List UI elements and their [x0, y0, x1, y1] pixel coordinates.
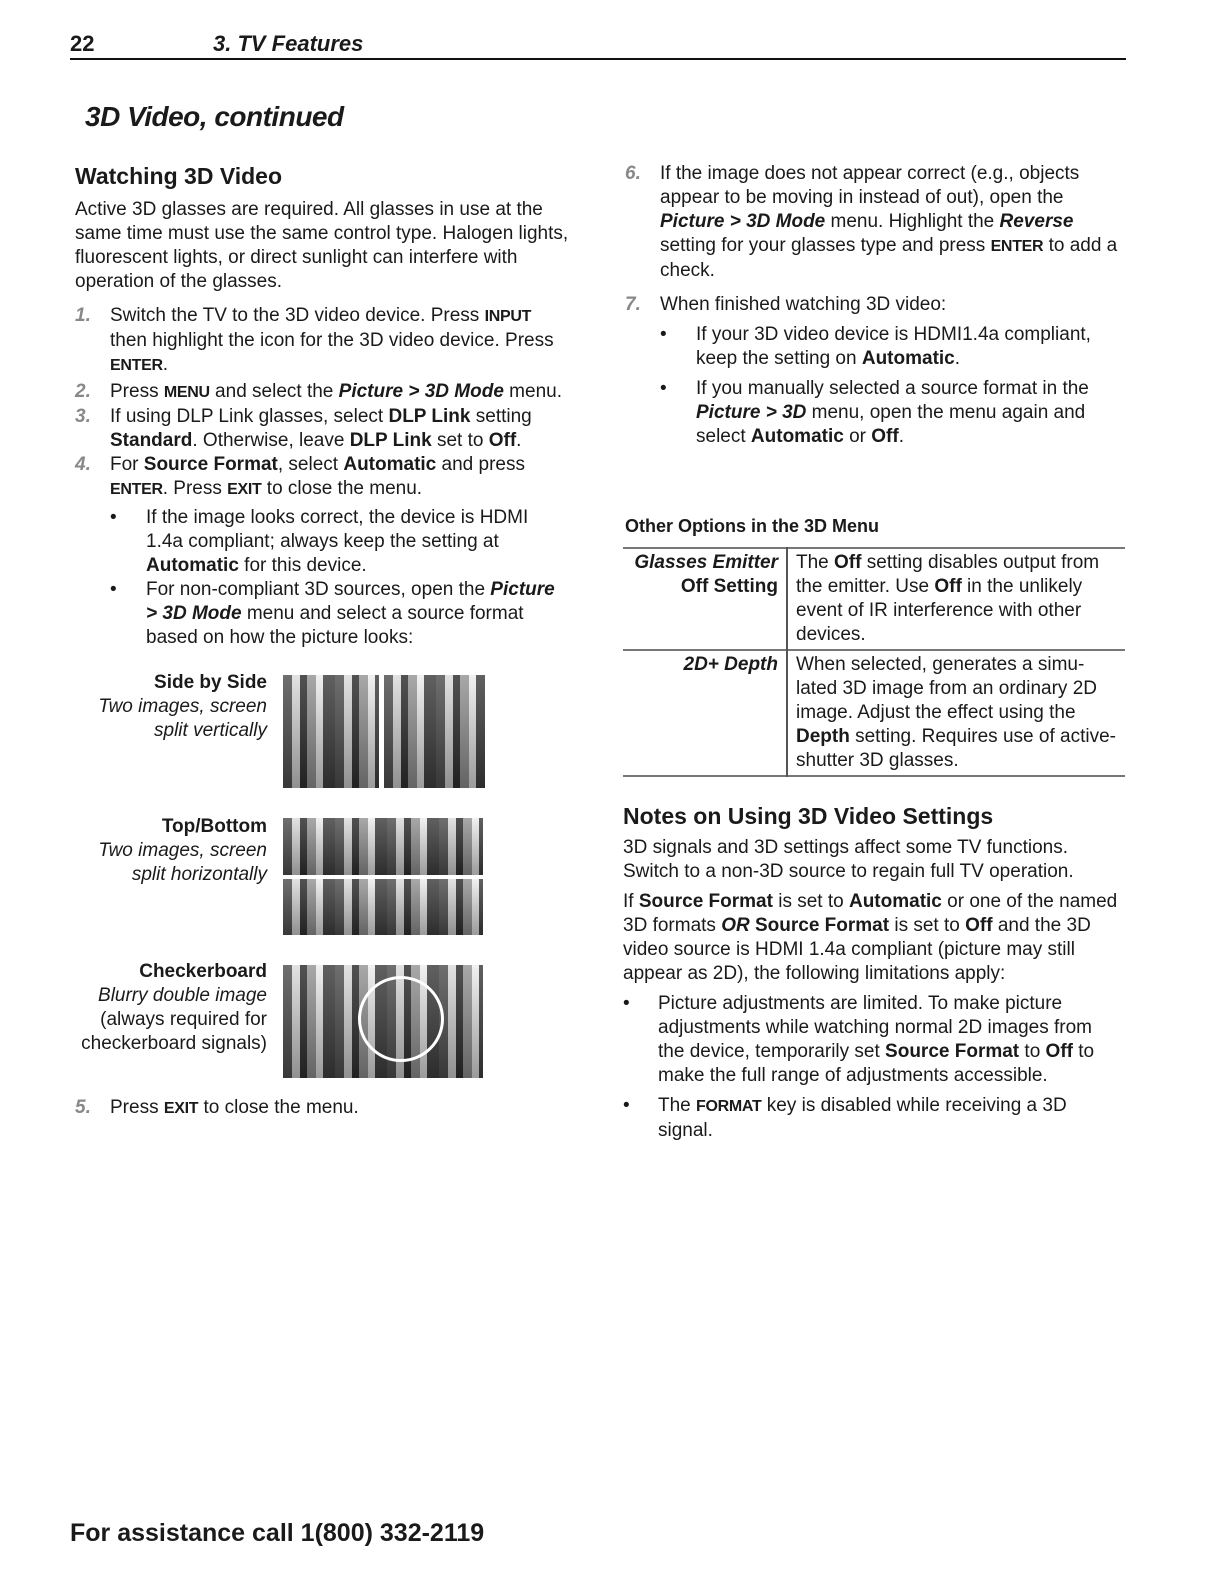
notes-paragraph: If Source Format is set to Automatic or one of the named 3D formats OR Source Format is set to Off and the 3D video source is HDMI 1.4a compliant (picture may still appear as 2D), the following limitations apply:	[623, 891, 1118, 984]
emphasis-text: Picture > 3D Mode	[338, 381, 504, 402]
emphasis-text: Automatic	[848, 891, 942, 912]
assistance-footer: For assistance call 1(800) 332-2119	[70, 1519, 485, 1547]
emphasis-text: ENTER	[110, 481, 163, 498]
emphasis-text: Automatic	[343, 454, 437, 475]
step-1: 1. Switch the TV to the 3D video device. Press INPUT then highlight the icon for the 3D video device. Press ENTER.	[75, 305, 554, 375]
emphasis-text: Picture > 3D Mode	[660, 211, 826, 232]
emphasis-text: Source Format	[143, 454, 278, 475]
header-rule	[70, 58, 1126, 60]
emphasis-text: Picture > 3D	[696, 402, 807, 423]
emphasis-text: Depth	[796, 726, 850, 747]
emphasis-text: Glasses Emitter	[634, 552, 778, 573]
emphasis-text: Off	[965, 915, 993, 936]
emphasis-text: 2D+ Depth	[683, 654, 778, 675]
side-by-side-image-right	[384, 675, 485, 788]
emphasis-text: Off	[934, 576, 962, 597]
page-number: 22	[70, 31, 95, 56]
step-7: 7. When finished watching 3D video:	[625, 294, 947, 315]
options-table	[623, 547, 1125, 777]
highlight-circle	[358, 976, 444, 1062]
emphasis-text: Source Format	[638, 891, 773, 912]
bullet-item: • Picture adjustments are limited. To make picture adjustments while watching normal 2D images from the device, temporarily set Source Format to Off to make the full range of adjustments accessible.	[623, 992, 1123, 1088]
emphasis-text: OR	[721, 915, 750, 936]
notes-section	[623, 802, 1123, 1143]
emphasis-text: Off	[1045, 1041, 1073, 1062]
step-5: 5. Press EXIT to close the menu.	[75, 1097, 359, 1118]
format-top-bottom: Top/Bottom Two images, screen split horizontally	[98, 816, 267, 885]
step-4: 4. For Source Format, select Automatic and press ENTER. Press EXIT to close the menu.	[75, 454, 525, 499]
watching-heading: Watching 3D Video	[75, 163, 283, 189]
emphasis-text: DLP Link	[349, 430, 432, 451]
emphasis-text: Off	[488, 430, 517, 451]
emphasis-text: ENTER	[110, 357, 163, 374]
emphasis-text: ENTER	[990, 238, 1044, 255]
side-by-side-image-left	[283, 675, 379, 788]
step-6: 6. If the image does not appear correct (e.g., objects appear to be moving in instead of out), open the Picture > 3D Mode menu. Highlight the Reverse setting for your glasses type and press ENTER to add a check.	[625, 163, 1118, 281]
bullet-item: • The FORMAT key is disabled while receiving a 3D signal.	[623, 1094, 1123, 1143]
emphasis-text: Off	[871, 426, 899, 447]
right-column	[625, 162, 1125, 449]
emphasis-text: EXIT	[163, 1100, 199, 1117]
format-side-by-side: Side by Side Two images, screen split vertically	[98, 672, 267, 741]
top-bottom-image-bottom	[283, 879, 483, 935]
bullet-item: • For non-compliant 3D sources, open the Picture > 3D Mode menu and select a source format based on how the picture looks:	[110, 578, 570, 650]
table-row: Glasses Emitter Off Setting The Off setting disables output from the emitter. Use Off in the unlikely event of IR interference with other devices.	[623, 548, 1125, 650]
emphasis-text: Automatic	[146, 555, 239, 576]
chapter-title: 3. TV Features	[213, 31, 364, 56]
top-bottom-image-top	[283, 818, 483, 875]
emphasis-text: INPUT	[484, 308, 532, 325]
emphasis-text: MENU	[163, 384, 210, 401]
bullet-item: • If the image looks correct, the device is HDMI 1.4a compliant; always keep the setting at Automatic for this device.	[110, 506, 570, 578]
emphasis-text: Reverse	[999, 211, 1074, 232]
table-title: Other Options in the 3D Menu	[625, 516, 880, 536]
step-3: 3. If using DLP Link glasses, select DLP Link setting Standard. Otherwise, leave DLP Link set to Off.	[75, 406, 532, 451]
section-title: 3D Video, continued	[85, 101, 344, 132]
emphasis-text: Source Format	[885, 1041, 1020, 1062]
emphasis-text: Off Setting	[680, 576, 778, 597]
bullet-item: • If you manually selected a source format in the Picture > 3D menu, open the menu again and select Automatic or Off.	[660, 377, 1125, 449]
emphasis-text: Picture > 3D Mode	[146, 579, 555, 624]
emphasis-text: Source Format	[754, 915, 890, 936]
emphasis-text: DLP Link	[388, 406, 471, 427]
emphasis-text: Standard	[110, 430, 193, 451]
emphasis-text: FORMAT	[696, 1098, 762, 1115]
step-2: 2. Press MENU and select the Picture > 3D Mode menu.	[75, 381, 562, 402]
emphasis-text: EXIT	[227, 481, 262, 498]
left-column	[75, 162, 570, 650]
notes-paragraph: 3D signals and 3D settings affect some TV functions. Switch to a non-3D source to regain full TV operation.	[623, 837, 1074, 882]
format-checkerboard: Checkerboard Blurry double image (always required for checkerboard signals)	[81, 961, 267, 1054]
emphasis-text: Off	[834, 552, 862, 573]
notes-heading: Notes on Using 3D Video Settings	[623, 803, 994, 829]
intro-paragraph: Active 3D glasses are required. All glasses in use at the same time must use the same control type. Halogen lights, fluorescent lights, or direct sunlight can interfere with operation of the glasses.	[75, 199, 569, 292]
table-row: 2D+ Depth When selected, generates a simu-lated 3D image from an ordinary 2D image. Adjust the effect using the Depth setting. Requires use of active-shutter 3D glasses.	[623, 650, 1125, 776]
emphasis-text: Automatic	[861, 348, 955, 369]
bullet-item: • If your 3D video device is HDMI1.4a compliant, keep the setting on Automatic.	[660, 323, 1125, 371]
emphasis-text: Automatic	[750, 426, 844, 447]
